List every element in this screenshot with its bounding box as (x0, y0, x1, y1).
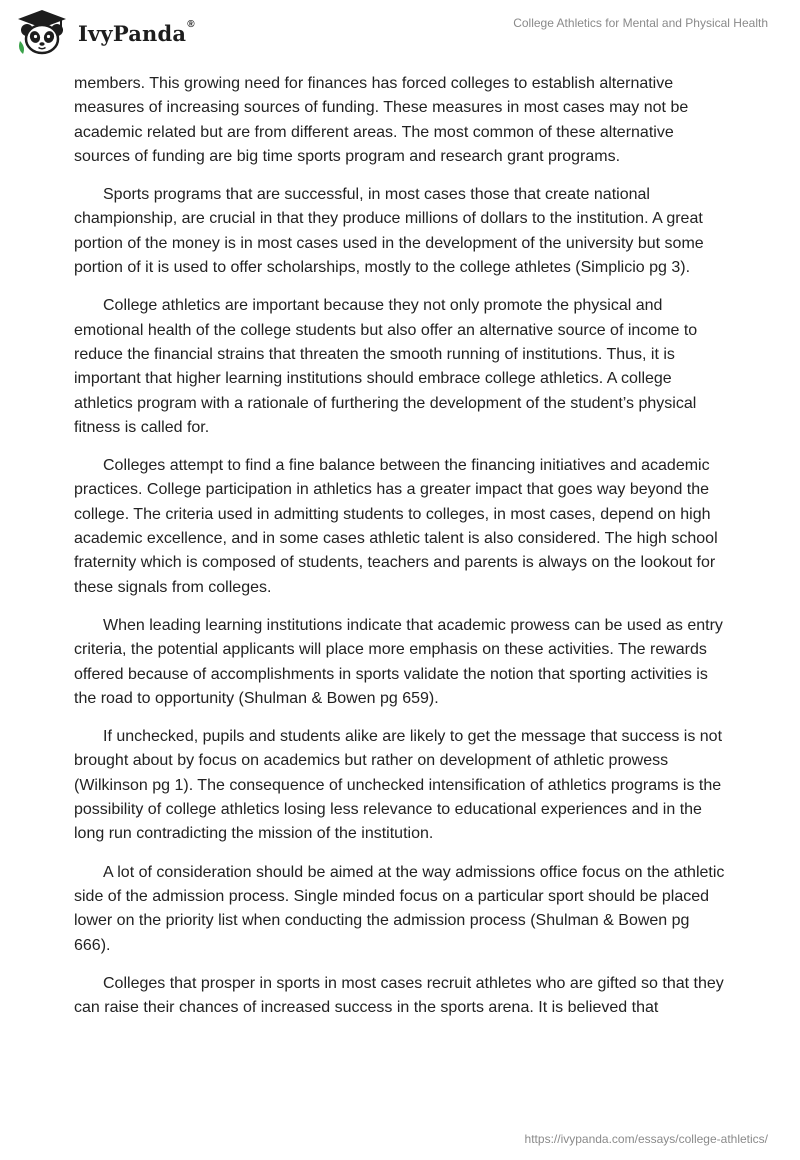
panda-graduate-icon (14, 8, 70, 56)
paragraph: When leading learning institutions indicate that academic prowess can be used as entry criteria, the potential applicants will place more emphasis on these activities. The rewards offered because of accomplishments in sports validate the notion that sporting activities is the road to opportunity (Shulman & Bowen pg 659). (74, 616, 723, 707)
registered-mark: ® (187, 18, 195, 30)
paragraph-continued: members. This growing need for finances has forced colleges to establish alternative measures of increasing sources of funding. These measures in most cases may not be academic related but are from different areas. The most common of these alternative sources of funding are big time sports program and research grant programs. (74, 75, 689, 165)
paragraph: A lot of consideration should be aimed at the way admissions office focus on the athletic side of the admission process. Single minded focus on a particular sport should be placed lower on the priority list when conducting the admission process (Shulman & Bowen pg 666). (74, 863, 725, 954)
paragraph: If unchecked, pupils and students alike are likely to get the message that success is not brought about by focus on academics but rather on development of athletic prowess (Wilkinson pg 1). The consequence of unchecked intensification of athletics programs is the possibility of college athletics losing less relevance to educational experiences and in the long run contradicting the mission of the institution. (74, 728, 723, 843)
source-url[interactable]: https://ivypanda.com/essays/college-athletics/ (524, 1132, 768, 1146)
paragraph: College athletics are important because they not only promote the physical and emotional health of the college students but also offer an alternative source of income to reduce the financial strains that threaten the smooth running of institutions. Thus, it is important that higher learning institutions should embrace college athletics. A college athletics program with a rationale of furthering the development of the student’s physical fitness is called for. (74, 297, 698, 436)
paragraph: Sports programs that are successful, in most cases those that create national championship, are crucial in that they produce millions of dollars to the institution. A great portion of the money is in most cases used in the development of the university but some portion of it is used to offer scholarships, mostly to the college athletes (Simplicio pg 3). (74, 186, 704, 277)
paragraph: Colleges attempt to find a fine balance between the financing initiatives and academic practices. College participation in athletics has a greater impact that goes way beyond the college. The criteria used in admitting students to colleges, in most cases, depend on high academic excellence, and in some cases athletic talent is also considered. The high school fraternity which is composed of students, teachers and parents is always on the lookout for these signals from colleges. (74, 457, 718, 596)
logo-wordmark (78, 18, 195, 46)
page-header (0, 0, 800, 66)
ivypanda-logo[interactable] (14, 8, 195, 56)
logo-name: IvyPanda (78, 20, 187, 46)
document-title: College Athletics for Mental and Physical Health (513, 16, 768, 30)
essay-body (74, 72, 726, 1034)
paragraph: Colleges that prosper in sports in most cases recruit athletes who are gifted so that they can raise their chances of increased success in the sports arena. It is believed that (74, 974, 724, 1017)
